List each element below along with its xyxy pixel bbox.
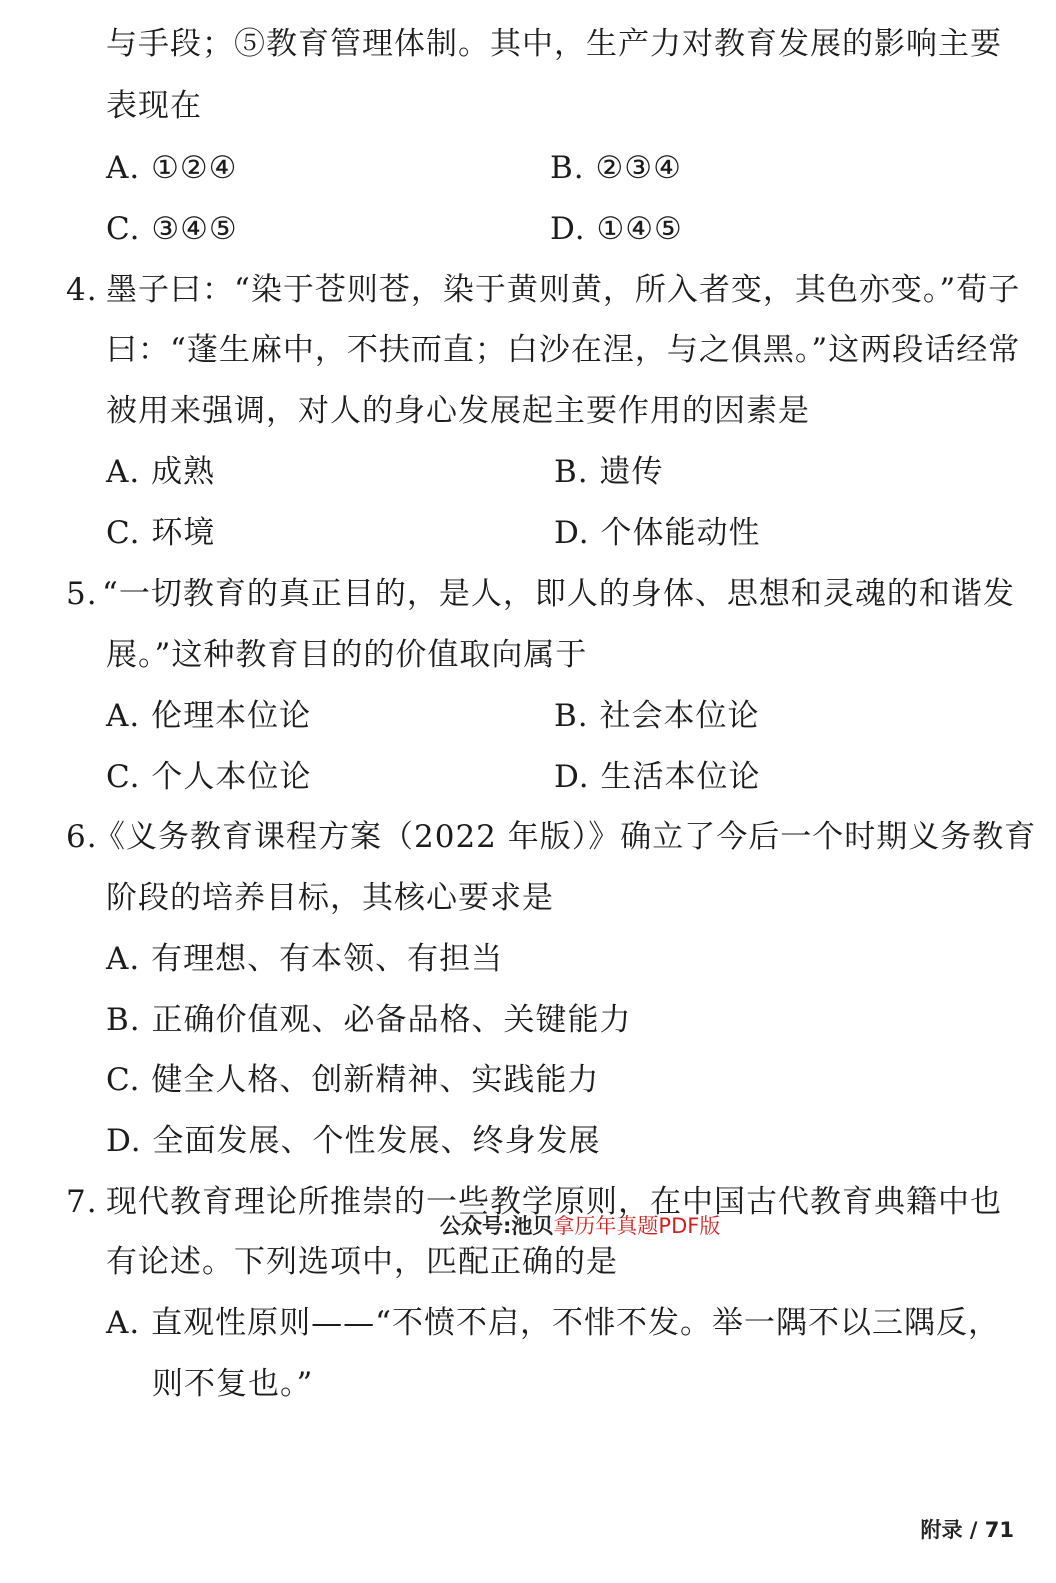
q3-text-line-2: 表现在 xyxy=(106,88,202,124)
q5-text-line-2: 展。”这种教育目的的价值取向属于 xyxy=(106,637,588,673)
q6-option-b: B. 正确价值观、必备品格、关键能力 xyxy=(106,1002,632,1038)
q3-text-line-1: 与手段；⑤教育管理体制。其中，生产力对教育发展的影响主要 xyxy=(106,26,1002,62)
q7-option-a-line-1: A. 直观性原则——“不愤不启，不悱不发。举一隅不以三隅反， xyxy=(106,1305,1000,1341)
q3-option-b: B. ②③④ xyxy=(550,150,682,186)
q4-text-line-3: 被用来强调，对人的身心发展起主要作用的因素是 xyxy=(106,393,810,429)
q7-option-a-line-2: 则不复也。” xyxy=(152,1366,314,1402)
watermark-prefix: 公众号:池贝 xyxy=(440,1214,554,1238)
q4-option-a: A. 成熟 xyxy=(106,454,216,490)
q6-text-line-2: 阶段的培养目标，其核心要求是 xyxy=(106,880,554,916)
q4-option-d: D. 个体能动性 xyxy=(554,515,761,551)
q4-text-line-2: 曰：“蓬生麻中，不扶而直；白沙在涅，与之俱黑。”这两段话经常 xyxy=(106,332,1021,368)
q6-option-a: A. 有理想、有本领、有担当 xyxy=(106,941,504,977)
q7-number: 7. xyxy=(66,1184,98,1220)
page-footer-label: 附录 / 71 xyxy=(920,1518,1014,1542)
q7-text-line-1: 现代教育理论所推崇的一些教学原则，在中国古代教育典籍中也 xyxy=(106,1184,1002,1220)
watermark xyxy=(440,1212,720,1240)
q5-option-b: B. 社会本位论 xyxy=(554,698,760,734)
q5-option-d: D. 生活本位论 xyxy=(554,759,761,795)
q7-text-line-2: 有论述。下列选项中，匹配正确的是 xyxy=(106,1244,618,1280)
q4-option-b: B. 遗传 xyxy=(554,454,664,490)
q4-number: 4. xyxy=(66,272,98,308)
q5-number: 5. xyxy=(66,576,98,612)
q6-option-c: C. 健全人格、创新精神、实践能力 xyxy=(106,1062,600,1098)
q3-option-a: A. ①②④ xyxy=(106,150,238,186)
q6-number: 6. xyxy=(66,819,98,855)
q5-text-line-1: “一切教育的真正目的，是人，即人的身体、思想和灵魂的和谐发 xyxy=(102,576,1015,612)
q4-text-line-1: 墨子曰：“染于苍则苍，染于黄则黄，所入者变，其色亦变。”荀子 xyxy=(106,272,1021,308)
q6-option-d: D. 全面发展、个性发展、终身发展 xyxy=(106,1123,601,1159)
q4-option-c: C. 环境 xyxy=(106,515,216,551)
q3-option-d: D. ①④⑤ xyxy=(550,211,683,247)
q5-option-a: A. 伦理本位论 xyxy=(106,698,312,734)
watermark-highlight: 拿历年真题PDF版 xyxy=(553,1214,721,1238)
q5-option-c: C. 个人本位论 xyxy=(106,759,312,795)
q3-option-c: C. ③④⑤ xyxy=(106,211,238,247)
q6-text-line-1: 《义务教育课程方案（2022 年版）》确立了今后一个时期义务教育 xyxy=(94,819,1037,855)
